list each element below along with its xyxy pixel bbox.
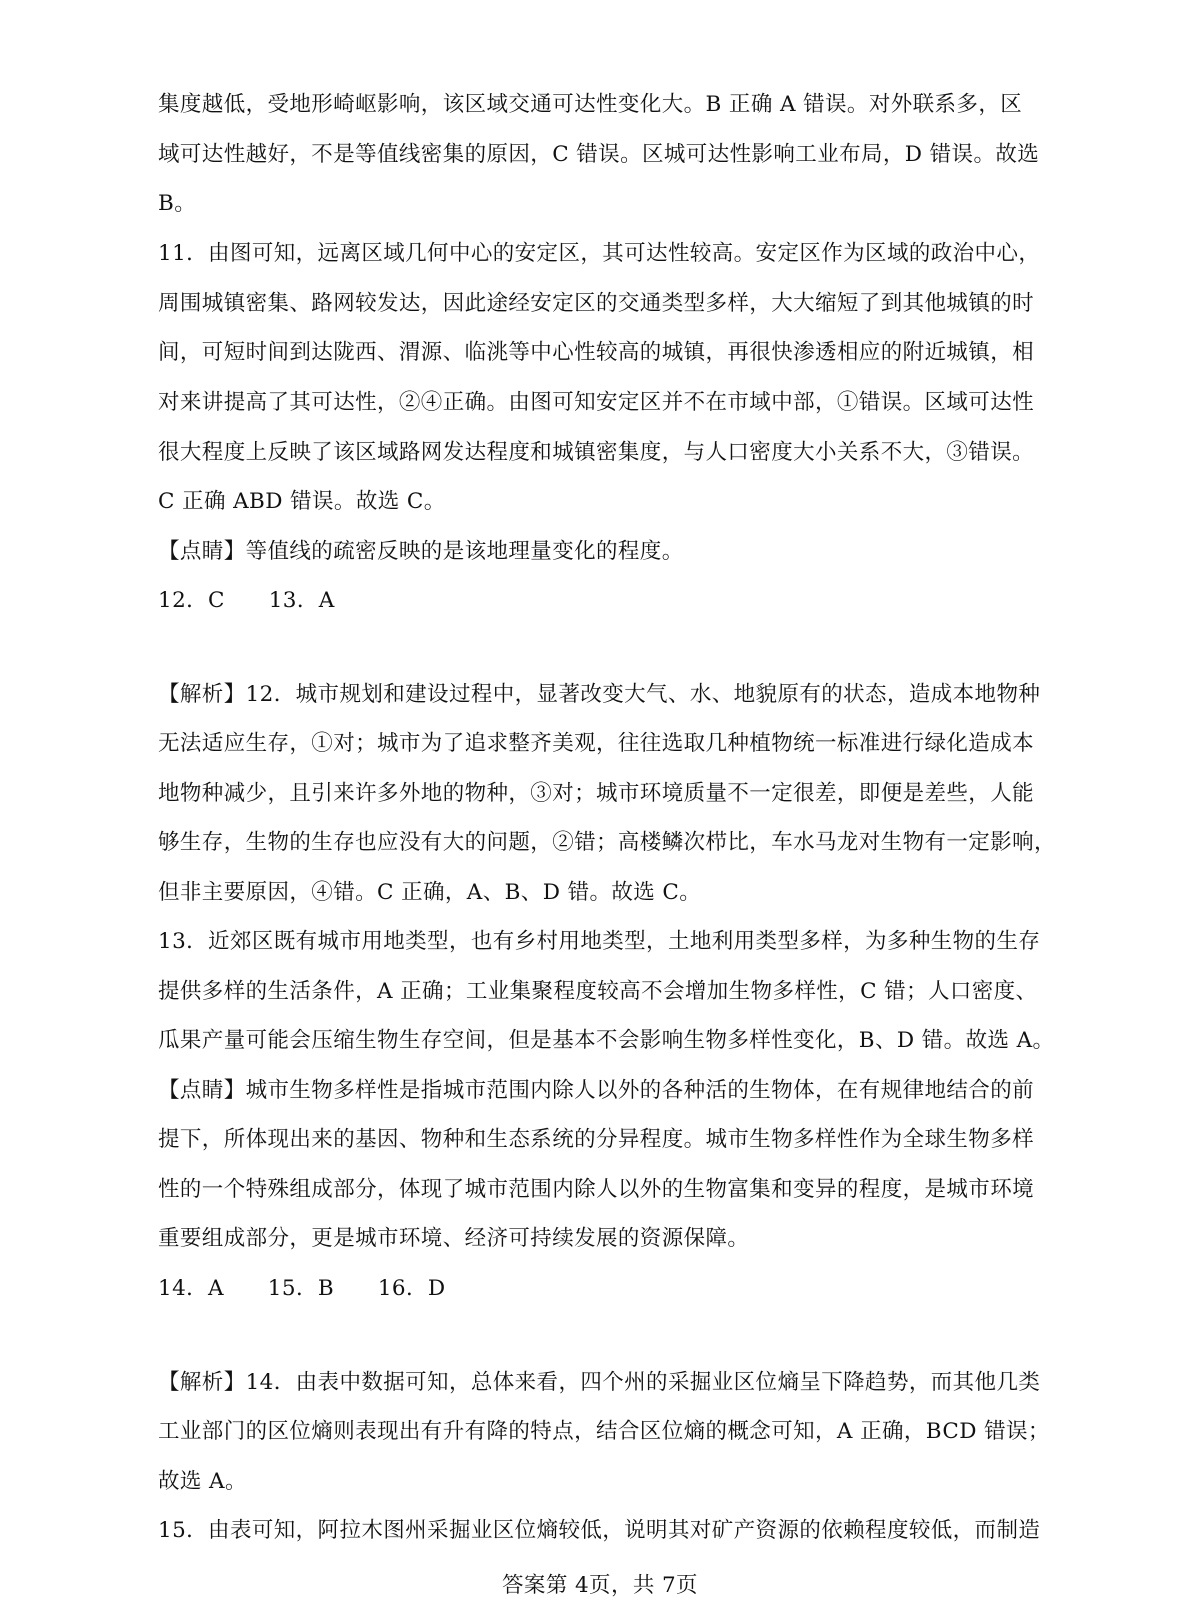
- text-line: 地物种减少，且引来许多外地的物种，③对；城市环境质量不一定很差，即便是差些，人能: [158, 781, 1035, 806]
- text-line: 但非主要原因，④错。C 正确，A、B、D 错。故选 C。: [158, 880, 702, 905]
- text-line: 域可达性越好，不是等值线密集的原因，C 错误。区城可达性影响工业布局，D 错误。故选: [158, 142, 1040, 167]
- text-line: 瓜果产量可能会压缩生物生存空间，但是基本不会影响生物多样性变化，B、D 错。故选 A。: [158, 1028, 1055, 1053]
- text-line: 性的一个特殊组成部分，体现了城市范围内除人以外的生物富集和变异的程度，是城市环境: [158, 1177, 1035, 1202]
- text-line: 对来讲提高了其可达性，②④正确。由图可知安定区并不在市域中部，①错误。区域可达性: [158, 390, 1035, 415]
- text-line: 集度越低，受地形崎岖影响，该区域交通可达性变化大。B 正确 A 错误。对外联系多，区: [158, 92, 1023, 117]
- text-line: C 正确 ABD 错误。故选 C。: [158, 489, 446, 514]
- text-line: 提供多样的生活条件，A 正确；工业集聚程度较高不会增加生物多样性，C 错；人口密度、: [158, 979, 1038, 1004]
- text-line: 【解析】14．由表中数据可知，总体来看，四个州的采掘业区位熵呈下降趋势，而其他几类: [158, 1370, 1041, 1395]
- text-line: 【点睛】城市生物多样性是指城市范围内除人以外的各种活的生物体，在有规律地结合的前: [158, 1078, 1035, 1103]
- text-line: 工业部门的区位熵则表现出有升有降的特点，结合区位熵的概念可知，A 正确，BCD 错误；: [158, 1419, 1050, 1444]
- text-line: B。: [158, 191, 197, 216]
- text-line: 提下，所体现出来的基因、物种和生态系统的分异程度。城市生物多样性作为全球生物多样: [158, 1127, 1035, 1152]
- text-line: 故选 A。: [158, 1469, 247, 1494]
- text-line: 11．由图可知，远离区域几何中心的安定区，其可达性较高。安定区作为区域的政治中心，: [158, 241, 1041, 266]
- page-footer: 答案第 4页，共 7页: [502, 1573, 698, 1598]
- text-line: 重要组成部分，更是城市环境、经济可持续发展的资源保障。: [158, 1226, 750, 1251]
- text-line: 【解析】12．城市规划和建设过程中，显著改变大气、水、地貌原有的状态，造成本地物种: [158, 682, 1041, 707]
- text-line: 周围城镇密集、路网较发达，因此途经安定区的交通类型多样，大大缩短了到其他城镇的时: [158, 291, 1035, 316]
- text-line: 间，可短时间到达陇西、渭源、临洮等中心性较高的城镇，再很快渗透相应的附近城镇，相: [158, 340, 1035, 365]
- text-line: 15．由表可知，阿拉木图州采掘业区位熵较低，说明其对矿产资源的依赖程度较低，而制造: [158, 1518, 1041, 1543]
- text-line: 无法适应生存，①对；城市为了追求整齐美观，往往选取几种植物统一标准进行绿化造成本: [158, 731, 1035, 756]
- answer-line: 12．C 13．A: [158, 588, 335, 613]
- text-line: 13．近郊区既有城市用地类型，也有乡村用地类型，土地利用类型多样，为多种生物的生存: [158, 929, 1041, 954]
- text-line: 很大程度上反映了该区域路网发达程度和城镇密集度，与人口密度大小关系不大，③错误。: [158, 440, 1035, 465]
- text-line: 够生存，生物的生存也应没有大的问题，②错；高楼鳞次栉比，车水马龙对生物有一定影响，: [158, 830, 1056, 855]
- text-line: 【点睛】等值线的疏密反映的是该地理量变化的程度。: [158, 539, 684, 564]
- answer-line: 14．A 15．B 16．D: [158, 1276, 446, 1301]
